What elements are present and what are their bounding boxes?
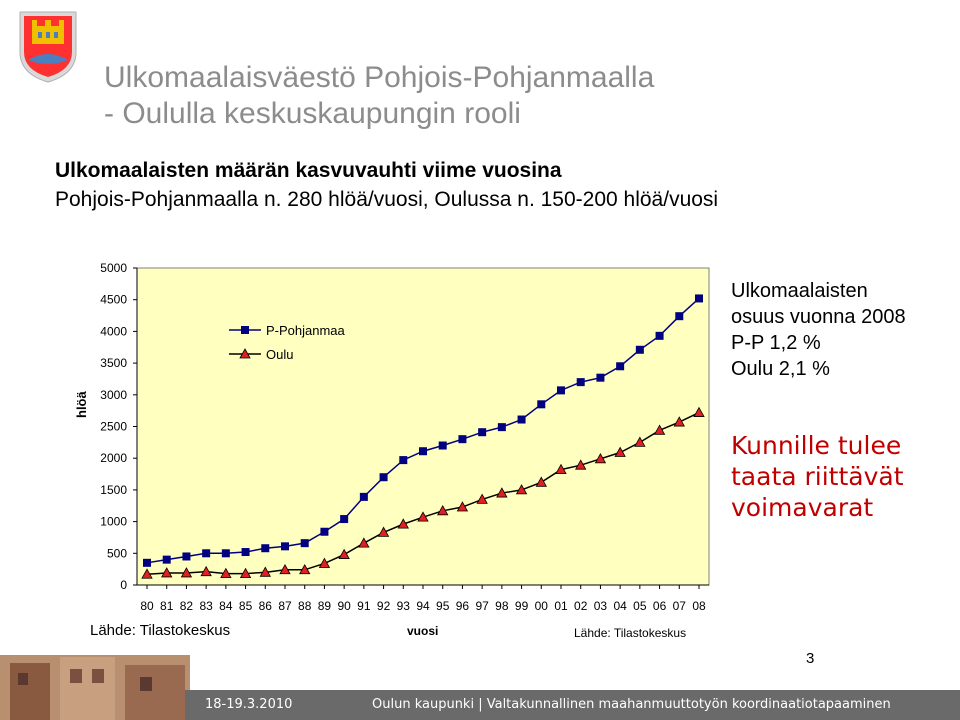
data-point-p-pohjanmaa — [380, 474, 387, 481]
data-point-p-pohjanmaa — [242, 549, 249, 556]
data-point-p-pohjanmaa — [439, 442, 446, 449]
x-tick-label: 93 — [396, 599, 410, 613]
legend-label: Oulu — [266, 347, 294, 362]
data-point-p-pohjanmaa — [301, 540, 308, 547]
x-tick-label: 06 — [652, 599, 667, 613]
y-tick-label: 5000 — [100, 261, 127, 275]
legend-label: P-Pohjanmaa — [266, 323, 345, 338]
x-tick-label: 84 — [219, 599, 233, 613]
x-tick-label: 99 — [514, 599, 529, 613]
data-point-p-pohjanmaa — [518, 416, 525, 423]
data-point-p-pohjanmaa — [676, 313, 683, 320]
x-tick-label: 03 — [593, 599, 608, 613]
data-point-p-pohjanmaa — [400, 457, 407, 464]
x-tick-label: 89 — [317, 599, 332, 613]
x-tick-label: 08 — [692, 599, 706, 613]
data-point-p-pohjanmaa — [222, 550, 229, 557]
x-tick-label: 88 — [298, 599, 312, 613]
y-tick-label: 1500 — [100, 482, 127, 497]
data-point-p-pohjanmaa — [498, 424, 505, 431]
y-tick-label: 3500 — [100, 356, 127, 371]
x-tick-label: 86 — [258, 599, 272, 613]
x-tick-label: 82 — [179, 599, 194, 613]
data-point-p-pohjanmaa — [341, 516, 348, 523]
plot-area — [137, 268, 709, 585]
footer-organization: Oulun kaupunki | Valtakunnallinen maahanmuuttotyön koordinaatiotapaaminen — [372, 697, 891, 712]
y-tick-label: 3000 — [100, 387, 127, 402]
x-tick-label: 87 — [278, 599, 292, 613]
page-number: 3 — [806, 650, 815, 667]
x-tick-label: 00 — [534, 599, 548, 613]
x-tick-label: 80 — [140, 599, 154, 613]
y-tick-label: 2000 — [100, 451, 127, 466]
x-tick-label: 92 — [376, 599, 391, 613]
side-stats-line-2: osuus vuonna 2008 — [731, 306, 906, 328]
x-axis-label: vuosi — [407, 624, 439, 638]
y-tick-label: 2500 — [100, 419, 127, 434]
data-point-p-pohjanmaa — [538, 401, 545, 408]
y-tick-label: 1000 — [100, 514, 127, 529]
side-stats-line-3: P-P 1,2 % — [731, 332, 821, 354]
x-tick-label: 90 — [337, 599, 351, 613]
x-tick-label: 85 — [238, 599, 253, 613]
x-tick-label: 81 — [160, 599, 174, 613]
x-tick-label: 96 — [455, 599, 470, 613]
x-tick-label: 04 — [613, 599, 627, 613]
x-tick-label: 95 — [436, 599, 450, 613]
title-line-2: - Oululla keskuskaupungin rooli — [104, 97, 521, 130]
data-point-p-pohjanmaa — [597, 374, 604, 381]
x-tick-label: 05 — [633, 599, 647, 613]
data-point-p-pohjanmaa — [479, 429, 486, 436]
x-tick-label: 83 — [199, 599, 213, 613]
x-tick-label: 97 — [475, 599, 489, 613]
source-right: Lähde: Tilastokeskus — [574, 626, 687, 640]
legend-marker — [242, 327, 249, 334]
data-point-p-pohjanmaa — [577, 379, 584, 386]
data-point-p-pohjanmaa — [321, 528, 328, 535]
highlight-message: Kunnille tulee taata riittävät voimavarat — [731, 431, 904, 522]
y-tick-label: 500 — [106, 546, 127, 561]
data-point-p-pohjanmaa — [262, 545, 269, 552]
data-point-p-pohjanmaa — [636, 346, 643, 353]
x-tick-label: 94 — [416, 599, 430, 613]
data-point-p-pohjanmaa — [558, 387, 565, 394]
y-tick-label: 4000 — [100, 324, 127, 339]
x-tick-label: 98 — [495, 599, 509, 613]
data-point-p-pohjanmaa — [144, 559, 151, 566]
x-tick-label: 01 — [554, 599, 568, 613]
data-point-p-pohjanmaa — [420, 448, 427, 455]
side-stats-heading: Ulkomaalaisten — [731, 280, 868, 302]
data-point-p-pohjanmaa — [656, 332, 663, 339]
data-point-p-pohjanmaa — [459, 436, 466, 443]
data-point-p-pohjanmaa — [360, 493, 367, 500]
y-axis-label: hlöä — [74, 391, 89, 418]
data-point-p-pohjanmaa — [696, 295, 703, 302]
y-tick-label: 0 — [120, 578, 127, 592]
side-stats — [731, 278, 906, 382]
title-line-1: Ulkomaalaisväestö Pohjois-Pohjanmaalla — [104, 61, 655, 94]
data-point-p-pohjanmaa — [183, 553, 190, 560]
x-tick-label: 91 — [357, 599, 371, 613]
source-left: Lähde: Tilastokeskus — [90, 622, 231, 639]
subtitle-line-2: Pohjois-Pohjanmaalla n. 280 hlöä/vuosi, Oulussa n. 150-200 hlöä/vuosi — [55, 188, 719, 211]
data-point-p-pohjanmaa — [203, 550, 210, 557]
footer-date: 18-19.3.2010 — [205, 697, 293, 712]
data-point-p-pohjanmaa — [617, 363, 624, 370]
x-tick-label: 02 — [574, 599, 588, 613]
y-tick-label: 4500 — [100, 292, 127, 307]
data-point-p-pohjanmaa — [282, 543, 289, 550]
subtitle-line-1: Ulkomaalaisten määrän kasvuvauhti viime vuosina — [55, 159, 562, 182]
side-stats-line-4: Oulu 2,1 % — [731, 358, 830, 380]
x-tick-label: 07 — [672, 599, 686, 613]
data-point-p-pohjanmaa — [163, 556, 170, 563]
